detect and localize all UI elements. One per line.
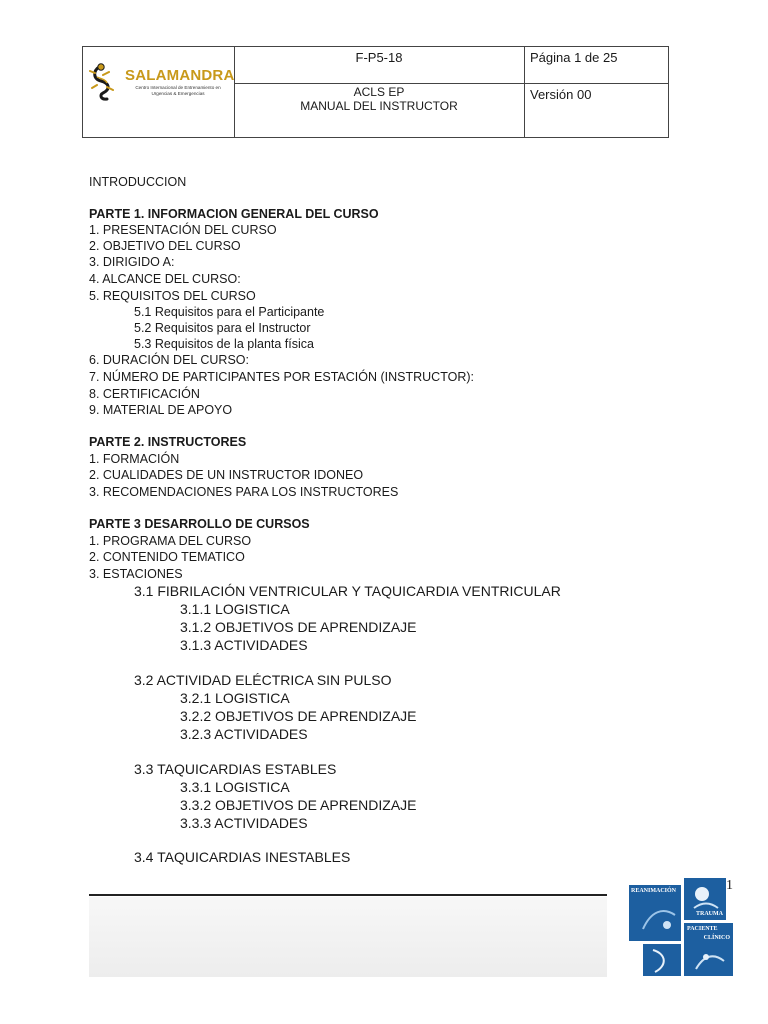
station-subitem: 3.3.1 LOGISTICA	[180, 779, 290, 795]
doc-code: F-P5-18	[355, 50, 403, 65]
course-title	[234, 85, 524, 113]
station-subitem: 3.2.2 OBJETIVOS DE APRENDIZAJE	[180, 708, 417, 724]
footer-rule	[89, 894, 607, 896]
logo-name: SALAMANDRA	[125, 67, 235, 84]
intro-heading: INTRODUCCION	[89, 175, 187, 189]
toc-item: 1. PRESENTACIÓN DEL CURSO	[89, 223, 277, 237]
footer-band	[89, 897, 607, 977]
figure-icon	[684, 923, 733, 976]
station-title: 3.1 FIBRILACIÓN VENTRICULAR Y TAQUICARDIA VENTRICULAR	[134, 583, 561, 599]
station-subitem: 3.1.1 LOGISTICA	[180, 601, 290, 617]
station-subitem: 3.2.1 LOGISTICA	[180, 690, 290, 706]
tile-trauma	[684, 878, 726, 920]
part2-heading: PARTE 2. INSTRUCTORES	[89, 435, 247, 449]
toc-item: 3. DIRIGIDO A:	[89, 255, 175, 269]
tile-label: PACIENTE	[687, 926, 718, 932]
figure-icon	[629, 885, 681, 941]
toc-item: 2. OBJETIVO DEL CURSO	[89, 239, 241, 253]
station-title: 3.4 TAQUICARDIAS INESTABLES	[134, 849, 351, 865]
station-subitem: 3.2.3 ACTIVIDADES	[180, 726, 308, 742]
salamandra-logo	[89, 63, 235, 103]
page-number: 1	[726, 878, 733, 893]
info-cell	[524, 47, 668, 137]
course-line-2: MANUAL DEL INSTRUCTOR	[300, 99, 458, 113]
course-cell	[234, 47, 525, 137]
tile-label: TRAUMA	[696, 911, 723, 917]
figure-icon	[643, 944, 681, 976]
logo-subtitle: Centro Internacional de Entrenamiento en Urgencias & Emergencias	[135, 85, 221, 96]
logo-cell	[83, 47, 235, 137]
part1-heading: PARTE 1. INFORMACION GENERAL DEL CURSO	[89, 207, 379, 221]
station-title: 3.3 TAQUICARDIAS ESTABLES	[134, 761, 337, 777]
tile-label: REANIMACIÓN	[631, 888, 676, 894]
header-table	[82, 46, 669, 138]
toc-item: 4. ALCANCE DEL CURSO:	[89, 272, 241, 286]
tile-label: CLÍNICO	[703, 935, 730, 941]
toc-item: 9. MATERIAL DE APOYO	[89, 403, 233, 417]
toc-item: 7. NÚMERO DE PARTICIPANTES POR ESTACIÓN (INSTRUCTOR):	[89, 370, 474, 384]
divider	[234, 83, 524, 84]
station-subitem: 3.1.2 OBJETIVOS DE APRENDIZAJE	[180, 619, 417, 635]
station-subitem: 3.1.3 ACTIVIDADES	[180, 637, 308, 653]
station-title: 3.2 ACTIVIDAD ELÉCTRICA SIN PULSO	[134, 672, 392, 688]
toc-subitem: 5.1 Requisitos para el Participante	[134, 305, 325, 319]
tile-salamandra	[643, 944, 681, 976]
divider	[524, 83, 668, 84]
toc-item: 1. PROGRAMA DEL CURSO	[89, 534, 252, 548]
toc-item: 5. REQUISITOS DEL CURSO	[89, 289, 256, 303]
toc-item: 2. CONTENIDO TEMATICO	[89, 550, 245, 564]
tile-paciente-clinico	[684, 923, 733, 976]
toc-item: 8. CERTIFICACIÓN	[89, 387, 200, 401]
toc-subitem: 5.3 Requisitos de la planta física	[134, 337, 314, 351]
page-info: Página 1 de 25	[530, 50, 618, 65]
toc-subitem: 5.2 Requisitos para el Instructor	[134, 321, 311, 335]
course-line-1: ACLS EP	[353, 85, 405, 99]
toc-item: 6. DURACIÓN DEL CURSO:	[89, 353, 249, 367]
toc-item: 3. RECOMENDACIONES PARA LOS INSTRUCTORES	[89, 485, 399, 499]
salamander-icon	[89, 63, 123, 103]
tile-reanimacion	[629, 885, 681, 941]
version-label: Versión 00	[530, 87, 592, 102]
station-subitem: 3.3.3 ACTIVIDADES	[180, 815, 308, 831]
toc-item: 2. CUALIDADES DE UN INSTRUCTOR IDONEO	[89, 468, 364, 482]
toc-item: 3. ESTACIONES	[89, 567, 183, 581]
station-subitem: 3.3.2 OBJETIVOS DE APRENDIZAJE	[180, 797, 417, 813]
toc-item: 1. FORMACIÓN	[89, 452, 180, 466]
part3-heading: PARTE 3 DESARROLLO DE CURSOS	[89, 517, 310, 531]
